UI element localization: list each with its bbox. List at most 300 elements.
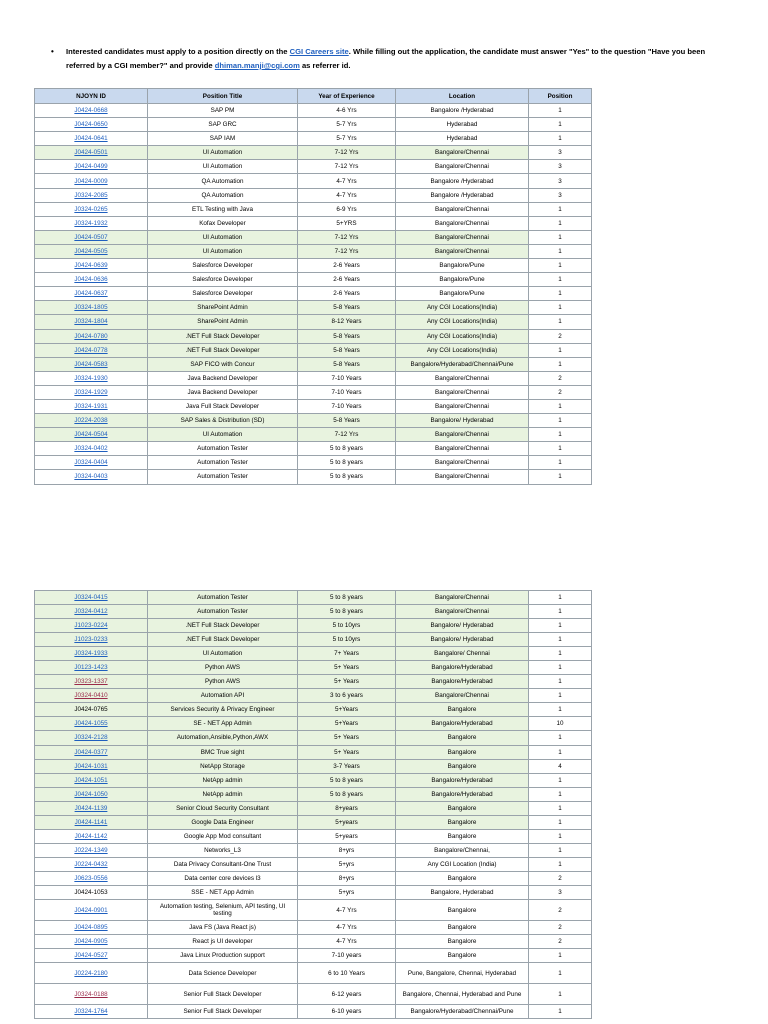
cell-location: Bangalore — [396, 815, 529, 829]
job-id-link[interactable]: J0324-1764 — [74, 1008, 108, 1016]
cell-position-title: SAP FICO with Concur — [148, 357, 298, 371]
cell-job-id[interactable] — [35, 703, 148, 717]
table-row — [35, 385, 592, 399]
table-row — [35, 984, 592, 1005]
cell-location: Bangalore/Hyderabad/Chennai/Pune — [396, 357, 529, 371]
cell-experience: 3-7 Years — [298, 759, 396, 773]
cell-experience: 5+yrs — [298, 885, 396, 899]
cell-position-count: 1 — [529, 801, 592, 815]
cell-job-id[interactable] — [35, 146, 148, 160]
job-id-link[interactable]: J0324-1804 — [74, 318, 108, 326]
cell-job-id[interactable] — [35, 717, 148, 731]
job-id-link[interactable]: J0324-1805 — [74, 304, 108, 312]
cell-job-id[interactable] — [35, 949, 148, 963]
cell-job-id[interactable] — [35, 202, 148, 216]
cell-experience: 5-7 Yrs — [298, 118, 396, 132]
cell-position-count: 1 — [529, 675, 592, 689]
cell-position-title: QA Automation — [148, 188, 298, 202]
cell-position-title: Senior Full Stack Developer — [148, 1005, 298, 1019]
cell-position-title: BMC True sight — [148, 745, 298, 759]
bullet: • — [51, 47, 54, 56]
cell-job-id[interactable] — [35, 357, 148, 371]
cell-location: Bangalore/Chennai — [396, 456, 529, 470]
cell-position-title: Google Data Engineer — [148, 815, 298, 829]
cell-location: Bangalore/ Hyderabad — [396, 414, 529, 428]
table-row — [35, 871, 592, 885]
cell-position-count: 1 — [529, 843, 592, 857]
cell-position-count: 3 — [529, 160, 592, 174]
cell-position-count: 1 — [529, 357, 592, 371]
cell-job-id[interactable] — [35, 619, 148, 633]
cell-job-id[interactable] — [35, 188, 148, 202]
cell-position-title: UI Automation — [148, 146, 298, 160]
cell-position-title: Data Privacy Consultant-One Trust — [148, 857, 298, 871]
cell-job-id[interactable] — [35, 745, 148, 759]
cell-position-title: Kofax Developer — [148, 216, 298, 230]
job-id-link[interactable]: J0324-1929 — [74, 388, 108, 396]
table-row — [35, 815, 592, 829]
cell-job-id[interactable] — [35, 287, 148, 301]
cell-job-id[interactable] — [35, 132, 148, 146]
cell-experience: 4-6 Yrs — [298, 104, 396, 118]
cell-experience: 5+years — [298, 815, 396, 829]
cell-experience: 5 to 8 years — [298, 470, 396, 484]
cell-location: Bangalore, Chennai, Hyderabad and Pune — [396, 984, 529, 1005]
cell-location: Bangalore/Chennai — [396, 689, 529, 703]
job-id-link[interactable]: J0324-0402 — [74, 445, 108, 453]
cell-job-id[interactable] — [35, 801, 148, 815]
table-row — [35, 935, 592, 949]
header-experience: Year of Experience — [298, 89, 396, 104]
table-row — [35, 442, 592, 456]
table-row — [35, 470, 592, 484]
cell-experience: 5-8 Years — [298, 301, 396, 315]
cell-location: Bangalore/Hyderabad — [396, 717, 529, 731]
job-id-link[interactable]: J0324-0412 — [74, 608, 108, 616]
cell-job-id[interactable] — [35, 456, 148, 470]
table-row — [35, 428, 592, 442]
cell-experience: 2-6 Years — [298, 287, 396, 301]
cell-location: Bangalore/Chennai — [396, 470, 529, 484]
cell-position-title: Java Full Stack Developer — [148, 399, 298, 413]
cell-job-id[interactable] — [35, 815, 148, 829]
cell-job-id[interactable] — [35, 591, 148, 605]
cell-job-id[interactable] — [35, 963, 148, 984]
job-id-link[interactable]: J0424-0583 — [74, 360, 108, 368]
cell-job-id[interactable] — [35, 160, 148, 174]
cell-position-title: .NET Full Stack Developer — [148, 343, 298, 357]
cell-location: Bangalore — [396, 745, 529, 759]
job-id-link[interactable]: J0424-0009 — [74, 177, 108, 185]
cell-position-title: Google App Mod consultant — [148, 829, 298, 843]
cell-location: Bangalore/Chennai — [396, 385, 529, 399]
cell-job-id[interactable] — [35, 773, 148, 787]
cell-job-id[interactable] — [35, 984, 148, 1005]
cell-location: Bangalore/Chennai — [396, 371, 529, 385]
cell-experience: 4-7 Yrs — [298, 900, 396, 921]
job-id-link[interactable]: J0424-1050 — [74, 790, 108, 798]
cell-job-id[interactable] — [35, 885, 148, 899]
cell-location: Bangalore — [396, 935, 529, 949]
cell-location: Bangalore/Chennai — [396, 202, 529, 216]
cell-location: Bangalore/Chennai, — [396, 843, 529, 857]
cell-location: Bangalore/ Chennai — [396, 647, 529, 661]
table-row — [35, 315, 592, 329]
header-position-title: Position Title — [148, 89, 298, 104]
cell-experience: 5+years — [298, 829, 396, 843]
table-row — [35, 591, 592, 605]
cell-position-count: 1 — [529, 661, 592, 675]
job-id-link[interactable]: J0324-0403 — [74, 473, 108, 481]
cell-position-count: 3 — [529, 146, 592, 160]
header-position-count: Position — [529, 89, 592, 104]
cell-position-count: 1 — [529, 414, 592, 428]
cell-location: Bangalore — [396, 731, 529, 745]
cell-job-id[interactable] — [35, 399, 148, 413]
table-row — [35, 357, 592, 371]
job-id-link[interactable]: J0324-0404 — [74, 459, 108, 467]
table-row — [35, 661, 592, 675]
table-row — [35, 647, 592, 661]
cell-position-count: 10 — [529, 717, 592, 731]
table-row — [35, 949, 592, 963]
cell-job-id[interactable] — [35, 216, 148, 230]
cell-location: Bangalore — [396, 871, 529, 885]
cell-job-id[interactable] — [35, 442, 148, 456]
table-row — [35, 329, 592, 343]
cell-position-title: .NET Full Stack Developer — [148, 619, 298, 633]
cell-position-count: 2 — [529, 935, 592, 949]
job-id-link[interactable]: J0424-0668 — [74, 107, 108, 115]
table-row — [35, 104, 592, 118]
cell-location: Any CGI Locations(India) — [396, 343, 529, 357]
cell-job-id[interactable] — [35, 470, 148, 484]
job-id-link[interactable]: J0324-0188 — [74, 990, 108, 998]
cell-experience: 4-7 Yrs — [298, 921, 396, 935]
job-id-link[interactable]: J0123-1423 — [74, 664, 108, 672]
cell-position-count: 1 — [529, 857, 592, 871]
cell-position-count: 1 — [529, 315, 592, 329]
cell-position-title: Senior Full Stack Developer — [148, 984, 298, 1005]
job-id-link[interactable]: J0424-0527 — [74, 952, 108, 960]
cell-job-id[interactable] — [35, 829, 148, 843]
cell-job-id[interactable] — [35, 174, 148, 188]
job-id-link[interactable]: J0424-0765 — [74, 706, 108, 714]
table-row — [35, 787, 592, 801]
cell-job-id[interactable] — [35, 731, 148, 745]
cell-experience: 5+ Years — [298, 675, 396, 689]
cell-position-count: 1 — [529, 949, 592, 963]
cell-experience: 5-8 Years — [298, 414, 396, 428]
cell-job-id[interactable] — [35, 605, 148, 619]
cell-experience: 7-10 Years — [298, 385, 396, 399]
cell-job-id[interactable] — [35, 1005, 148, 1019]
cell-experience: 5+Years — [298, 703, 396, 717]
cell-job-id[interactable] — [35, 675, 148, 689]
cell-position-count: 3 — [529, 188, 592, 202]
cell-job-id[interactable] — [35, 871, 148, 885]
job-id-link[interactable]: J0424-0641 — [74, 135, 108, 143]
cell-job-id[interactable] — [35, 104, 148, 118]
cell-experience: 6-12 years — [298, 984, 396, 1005]
job-id-link[interactable]: J0424-0377 — [74, 748, 108, 756]
job-id-link[interactable]: J0424-1055 — [74, 720, 108, 728]
cell-location: Bangalore/Chennai — [396, 399, 529, 413]
cell-position-title: Automation Tester — [148, 591, 298, 605]
cell-location: Bangalore — [396, 703, 529, 717]
cell-location: Bangalore/Hyderabad — [396, 787, 529, 801]
cell-position-title: Services Security & Privacy Engineer — [148, 703, 298, 717]
cell-job-id[interactable] — [35, 230, 148, 244]
job-id-link[interactable]: J0323-1337 — [74, 678, 108, 686]
cell-job-id[interactable] — [35, 921, 148, 935]
job-id-link[interactable]: J0324-1932 — [74, 219, 108, 227]
job-id-link[interactable]: J0224-0432 — [74, 860, 108, 868]
cell-position-title: Java FS (Java React js) — [148, 921, 298, 935]
cell-location: Bangalore /Hyderabad — [396, 188, 529, 202]
cell-experience: 7-12 Yrs — [298, 160, 396, 174]
table-row — [35, 900, 592, 921]
cell-experience: 5-8 Years — [298, 357, 396, 371]
cell-job-id[interactable] — [35, 244, 148, 258]
cell-experience: 5+YRS — [298, 216, 396, 230]
cell-position-count: 1 — [529, 773, 592, 787]
job-id-link[interactable]: J0424-1051 — [74, 776, 108, 784]
intro-text-1: Interested candidates must apply to a position directly on the — [66, 47, 290, 56]
cell-experience: 7-10 Years — [298, 371, 396, 385]
job-id-link[interactable]: J0424-1142 — [74, 832, 108, 840]
cell-position-title: Salesforce Developer — [148, 259, 298, 273]
cell-location: Bangalore/Chennai — [396, 591, 529, 605]
cell-experience: 4-7 Yrs — [298, 935, 396, 949]
cell-position-count: 1 — [529, 118, 592, 132]
job-id-link[interactable]: J0424-1141 — [74, 818, 108, 826]
cell-location: Bangalore/Chennai — [396, 428, 529, 442]
job-id-link[interactable]: J0424-1139 — [74, 804, 108, 812]
cell-location: Bangalore — [396, 759, 529, 773]
table-row — [35, 202, 592, 216]
cell-experience: 6 to 10 Years — [298, 963, 396, 984]
job-id-link[interactable]: J0424-0901 — [74, 906, 108, 914]
table-row — [35, 773, 592, 787]
cell-position-count: 1 — [529, 399, 592, 413]
cell-job-id[interactable] — [35, 273, 148, 287]
job-id-link[interactable]: J0324-1933 — [74, 650, 108, 658]
cell-experience: 7-10 Years — [298, 399, 396, 413]
cell-location: Bangalore — [396, 829, 529, 843]
job-id-link[interactable]: J0424-0504 — [74, 431, 108, 439]
cell-job-id[interactable] — [35, 301, 148, 315]
cell-job-id[interactable] — [35, 857, 148, 871]
cell-job-id[interactable] — [35, 787, 148, 801]
table-row — [35, 371, 592, 385]
cell-position-title: QA Automation — [148, 174, 298, 188]
cell-job-id[interactable] — [35, 329, 148, 343]
cell-location: Bangalore /Hyderabad — [396, 104, 529, 118]
cell-job-id[interactable] — [35, 633, 148, 647]
intro-text-2: . While filling out the application, the candidate must answer "Yes" to the question "Have you been referred by a CGI member?" and provide — [66, 47, 706, 70]
job-id-link[interactable]: J0623-0556 — [74, 874, 108, 882]
cell-position-count: 1 — [529, 1005, 592, 1019]
cell-position-title: Automation,Ansible,Python,AWX — [148, 731, 298, 745]
cell-location: Bangalore/Chennai — [396, 230, 529, 244]
cell-position-count: 2 — [529, 900, 592, 921]
cell-position-title: Salesforce Developer — [148, 287, 298, 301]
cell-job-id[interactable] — [35, 315, 148, 329]
cell-position-title: React js UI developer — [148, 935, 298, 949]
header-njoyn-id: NJOYN ID — [35, 89, 148, 104]
job-id-link[interactable]: J0424-0636 — [74, 276, 108, 284]
cell-position-title: Automation Tester — [148, 605, 298, 619]
job-id-link[interactable]: J1023-0233 — [74, 636, 108, 644]
cell-location: Bangalore/Chennai — [396, 160, 529, 174]
cell-position-title: Java Backend Developer — [148, 385, 298, 399]
cell-position-count: 1 — [529, 829, 592, 843]
jobs-table-2 — [34, 590, 592, 1019]
table-row — [35, 963, 592, 984]
cell-position-count: 1 — [529, 591, 592, 605]
cell-position-count: 1 — [529, 787, 592, 801]
job-id-link[interactable]: J0324-2085 — [74, 191, 108, 199]
cell-position-title: Java Backend Developer — [148, 371, 298, 385]
cell-position-title: Java Linux Production support — [148, 949, 298, 963]
cell-job-id[interactable] — [35, 689, 148, 703]
job-id-link[interactable]: J0424-0507 — [74, 233, 108, 241]
cell-position-title: Automation Tester — [148, 442, 298, 456]
cell-position-title: Automation Tester — [148, 470, 298, 484]
job-id-link[interactable]: J0324-1930 — [74, 374, 108, 382]
cell-position-title: UI Automation — [148, 428, 298, 442]
job-id-link[interactable]: J0224-1349 — [74, 846, 108, 854]
cell-position-count: 1 — [529, 132, 592, 146]
cgi-careers-link[interactable]: CGI Careers site — [289, 47, 349, 56]
job-id-link[interactable]: J0424-0650 — [74, 121, 108, 129]
intro-text-3: as referrer id. — [299, 61, 351, 70]
cell-location: Bangalore/Chennai — [396, 605, 529, 619]
cell-job-id[interactable] — [35, 385, 148, 399]
cell-experience: 5+Years — [298, 717, 396, 731]
header-location: Location — [396, 89, 529, 104]
cell-experience: 4-7 Yrs — [298, 188, 396, 202]
jobs-table-1 — [34, 88, 592, 485]
cell-experience: 7-12 Yrs — [298, 230, 396, 244]
table-row — [35, 118, 592, 132]
cell-experience: 5-7 Yrs — [298, 132, 396, 146]
cell-experience: 7-12 Yrs — [298, 146, 396, 160]
cell-position-title: Data center core devices l3 — [148, 871, 298, 885]
cell-job-id[interactable] — [35, 661, 148, 675]
cell-job-id[interactable] — [35, 900, 148, 921]
cell-job-id[interactable] — [35, 259, 148, 273]
cell-position-count: 2 — [529, 385, 592, 399]
job-id-link[interactable]: J0224-2180 — [74, 969, 108, 977]
cell-job-id[interactable] — [35, 371, 148, 385]
job-id-link[interactable]: J1023-0224 — [74, 622, 108, 630]
job-id-link[interactable]: J0424-0778 — [74, 346, 108, 354]
cell-location: Bangalore — [396, 900, 529, 921]
cell-experience: 7-12 Yrs — [298, 428, 396, 442]
cell-position-count: 2 — [529, 871, 592, 885]
cell-position-count: 1 — [529, 984, 592, 1005]
cell-position-title: Automation Tester — [148, 456, 298, 470]
cell-location: Bangalore/ Hyderabad — [396, 633, 529, 647]
cell-position-title: SAP PM — [148, 104, 298, 118]
cell-experience: 5+ Years — [298, 731, 396, 745]
cell-position-title: SAP Sales & Distribution (SD) — [148, 414, 298, 428]
cell-job-id[interactable] — [35, 343, 148, 357]
cell-experience: 5 to 8 years — [298, 591, 396, 605]
cell-location: Pune, Bangalore, Chennai, Hyderabad — [396, 963, 529, 984]
cell-position-title: UI Automation — [148, 160, 298, 174]
cell-position-count: 2 — [529, 329, 592, 343]
job-id-link[interactable]: J0324-0415 — [74, 594, 108, 602]
job-id-link[interactable]: J0424-1031 — [74, 762, 108, 770]
cell-position-count: 1 — [529, 273, 592, 287]
cell-position-title: ETL Testing with Java — [148, 202, 298, 216]
cell-job-id[interactable] — [35, 414, 148, 428]
table-row — [35, 301, 592, 315]
job-id-link[interactable]: J0424-1053 — [74, 889, 108, 896]
cell-location: Bangalore/Chennai — [396, 146, 529, 160]
table-row — [35, 216, 592, 230]
cell-position-count: 3 — [529, 885, 592, 899]
job-id-link[interactable]: J0424-0501 — [74, 149, 108, 157]
table-row — [35, 829, 592, 843]
cell-job-id[interactable] — [35, 843, 148, 857]
cell-position-title: .NET Full Stack Developer — [148, 329, 298, 343]
job-id-link[interactable]: J0224-2038 — [74, 417, 108, 425]
job-id-link[interactable]: J0324-0410 — [74, 692, 108, 700]
cell-experience: 2-6 Years — [298, 259, 396, 273]
job-id-link[interactable]: J0324-1931 — [74, 403, 108, 411]
job-id-link[interactable]: J0324-0265 — [74, 205, 108, 213]
cell-experience: 5 to 10yrs — [298, 619, 396, 633]
cell-position-count: 1 — [529, 230, 592, 244]
cell-job-id[interactable] — [35, 935, 148, 949]
cell-experience: 7-10 years — [298, 949, 396, 963]
cell-location: Bangalore/Hyderabad — [396, 675, 529, 689]
job-id-link[interactable]: J0324-2128 — [74, 734, 108, 742]
intro-paragraph — [51, 45, 731, 73]
cell-position-count: 1 — [529, 815, 592, 829]
table-row — [35, 273, 592, 287]
table-row — [35, 287, 592, 301]
cell-job-id[interactable] — [35, 647, 148, 661]
job-id-link[interactable]: J0424-0905 — [74, 938, 108, 946]
table-row — [35, 885, 592, 899]
job-id-link[interactable]: J0424-0505 — [74, 247, 108, 255]
cell-job-id[interactable] — [35, 118, 148, 132]
job-id-link[interactable]: J0424-0780 — [74, 332, 108, 340]
cell-location: Bangalore/ Hyderabad — [396, 619, 529, 633]
cell-job-id[interactable] — [35, 759, 148, 773]
referrer-email-link[interactable]: dhiman.manji@cgi.com — [214, 61, 300, 70]
job-id-link[interactable]: J0424-0639 — [74, 262, 108, 270]
cell-position-count: 1 — [529, 259, 592, 273]
table-row — [35, 745, 592, 759]
cell-position-title: NetApp admin — [148, 787, 298, 801]
cell-experience: 5-8 Years — [298, 329, 396, 343]
cell-job-id[interactable] — [35, 428, 148, 442]
job-id-link[interactable]: J0424-0499 — [74, 163, 108, 171]
cell-position-title: UI Automation — [148, 647, 298, 661]
job-id-link[interactable]: J0424-0637 — [74, 290, 108, 298]
table-row — [35, 244, 592, 258]
table-row — [35, 801, 592, 815]
cell-location: Any CGI Locations(India) — [396, 301, 529, 315]
table-row — [35, 619, 592, 633]
job-id-link[interactable]: J0424-0895 — [74, 924, 108, 932]
